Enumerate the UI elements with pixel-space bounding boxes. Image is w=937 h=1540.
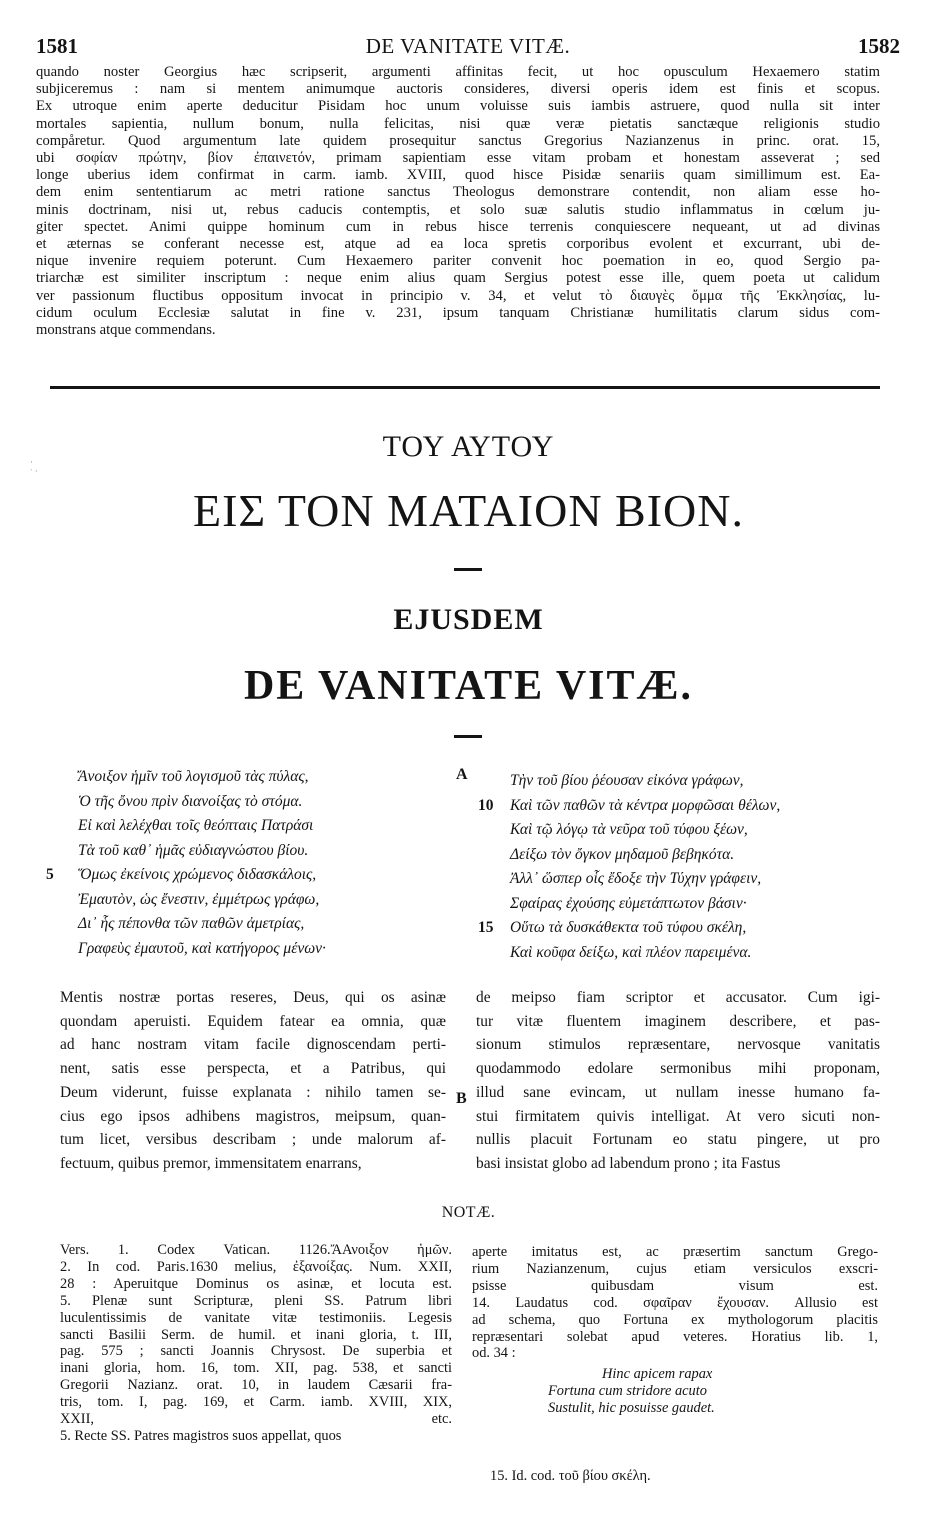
note-line: pag. 575 ; sancti Joannis Chrysost. De superbia et — [60, 1343, 452, 1360]
verse-text: Ἀλλ᾽ ὥσπερ οἷς ἔδοξε τὴν Τύχην γράφειν, — [510, 870, 762, 887]
section-divider — [50, 386, 880, 389]
right-page-number: 1582 — [858, 34, 900, 58]
latin-title: DE VANITATE VITÆ. — [243, 663, 694, 709]
latin-line: Mentis nostræ portas reseres, Deus, qui os asinæ — [60, 989, 446, 1006]
verse-text: Σφαίρας ἐχούσης εὐμετάπτωτον βάσιν· — [510, 894, 747, 912]
verse-text: Οὕτω τὰ δυσκάθεκτα τοῦ τύφου σκέλη, — [510, 919, 747, 936]
latin-translation-left — [60, 986, 446, 1176]
greek-verse — [48, 937, 428, 962]
verse-number: 5 — [46, 866, 54, 883]
intro-line: nique invenire requiem poterunt. Cum Hexaemero pariter convenit hoc poemation in eo, quod Sergio pa- — [36, 253, 880, 270]
latin-line: quodammodo edolare sermonibus mihi proponam, — [476, 1060, 880, 1078]
note-line: od. 34 : — [472, 1345, 516, 1362]
greek-verses-left — [48, 765, 428, 961]
verse-text: Εἰ καὶ λελέχθαι τοῖς θεόπταις Πατράσι — [78, 817, 314, 834]
greek-verse — [480, 941, 900, 966]
latin-line: sionum stimulos repræsentare, nervosque vanitatis — [476, 1036, 880, 1054]
latin-line: basi insistat globo ad labendum prono ; ita Fastus — [476, 1154, 781, 1172]
greek-verse — [48, 912, 428, 937]
running-title: DE VANITATE VITÆ. — [365, 34, 571, 58]
latin-line: illud sane evincam, ut nullam inesse humano fa- — [476, 1083, 880, 1101]
intro-line: giter spectet. Animi quippe hominum cum in rebus hisce terrenis conquiescere nequeant, ut ad divinas — [36, 218, 880, 235]
latin-line: nent, satis esse perspecta, et a Patribus, qui — [60, 1060, 446, 1078]
print-specks: · ˑ · — [30, 457, 38, 476]
title-dash — [454, 568, 482, 571]
latin-line: cius ego ipsos adhibens magistros, meipsum, quan- — [60, 1107, 446, 1125]
note-line: Vers. 1. Codex Vatican. 1126.ἌΑνοιξον ἡμῶν. — [60, 1242, 452, 1258]
quote-line: Hinc apicem rapax — [602, 1366, 713, 1382]
title-dash — [454, 735, 482, 738]
note-line: 14. Laudatus cod. σφαῖραν ἔχουσαν. Allusio est — [472, 1294, 878, 1311]
note-line: 2. In cod. Paris.1630 melius, ἐξανοίξας. Num. XXII, — [60, 1258, 452, 1275]
latin-subtitle: EJUSDEM — [393, 603, 544, 636]
greek-verse — [48, 888, 428, 913]
note-line: XXII, etc. — [60, 1411, 452, 1428]
verse-text: Ἐμαυτὸν, ὡς ἔνεστιν, ἐμμέτρως γράφω, — [78, 890, 320, 908]
latin-line: nullis placuit Fortunam eo statu pingere, ut pro — [476, 1131, 880, 1149]
note-line: 5. Recte SS. Patres magistros suos appellat, quos — [60, 1427, 342, 1444]
verse-text: Ἄνοιξον ἡμῖν τοῦ λογισμοῦ τὰς πύλας, — [78, 768, 309, 785]
quote-line: Fortuna cum stridore acuto — [548, 1383, 707, 1399]
note-line: 5. Plenæ sunt Scripturæ, pleni SS. Patrum libri — [60, 1292, 452, 1309]
verse-text: Δείξω τὸν ὄγκον μηδαμοῦ βεβηκότα. — [510, 845, 735, 863]
greek-verse — [48, 790, 428, 815]
verse-text: Ὁ τῆς ὄνου πρὶν διανοίξας τὸ στόμα. — [78, 792, 303, 810]
intro-line: subjiceremus : nam si mentem animumque auctoris consideres, diversi operis idem est finis et scopus. — [36, 81, 880, 98]
note-line: aperte imitatus est, ac præsertim sanctum Grego- — [472, 1244, 878, 1260]
verse-text: Δι᾽ ἧς πέπονθα τῶν παθῶν ἀμετρίας, — [78, 915, 305, 932]
intro-paragraph — [36, 64, 880, 339]
greek-verse — [480, 916, 900, 941]
latin-line: ad hanc nostram vitam facile dignoscendam perti- — [60, 1036, 446, 1054]
notes-heading: NOTÆ. — [441, 1204, 496, 1221]
note-line: psisse quibusdam visum est. — [472, 1277, 878, 1294]
greek-verse — [48, 863, 428, 888]
verse-text: Καὶ τῶν παθῶν τὰ κέντρα μορφῶσαι θέλων, — [510, 796, 781, 814]
intro-line: ver passionum fluctibus oppositum invocat in principio v. 34, et velut τὸ διαυγὲς ὄμμα τῆς Ἐκκλησίας, lu- — [36, 287, 880, 304]
margin-letter-b: B — [456, 1090, 467, 1107]
quote-line: Sustulit, hic posuisse gaudet. — [548, 1400, 715, 1416]
intro-line: Ex utroque enim aperte deducitur Pisidam hoc unum voluisse suis iambis astruere, quod nulla sit inter — [36, 98, 880, 115]
intro-line: mortales sapientia, nullum bonum, nulla felicitas, nisi quæ veræ pietatis sanctæque religionis studio — [36, 115, 880, 132]
latin-line: stui firmitatem quivis intelligat. At vero sicuti non- — [476, 1107, 880, 1125]
greek-verse — [480, 769, 900, 794]
intro-line: et æternas se conferant necesse est, atque ad ea loca spretis corporibus evolent et excurrant, ubi de- — [36, 236, 880, 253]
note-line: rium Nazianzenum, cujus etiam versiculos exscri- — [472, 1260, 878, 1277]
intro-line: monstrans atque commendans. — [36, 322, 216, 339]
greek-verse — [48, 839, 428, 864]
note-line: sancti Basilii Serm. de humil. et inani gloria, t. III, — [60, 1326, 452, 1343]
intro-line: ubi σοφίαν πρώτην, βίον ἐπαινετόν, primam sapientiam esse vitam probam et honestam asseverat ; sed — [36, 150, 880, 167]
horace-quote — [548, 1366, 715, 1417]
latin-line: quondam aperuisti. Equidem fatear ea omnia, quæ — [60, 1012, 446, 1030]
intro-line: minis doctrinam, nisi ut, rebus caducis contemptis, et solo suæ salutis studio inflammatus in cœlum ju- — [36, 201, 880, 218]
note-line: repræsentari solebat apud veteres. Horatius lib. 1, — [472, 1328, 878, 1345]
left-page-number: 1581 — [36, 34, 78, 58]
verse-number: 15 — [478, 919, 494, 936]
latin-line: Deum viderunt, fuisse explanata : nihilo tamen se- — [60, 1083, 446, 1101]
verse-text: Ὅμως ἐκείνοις χρώμενος διδασκάλοις, — [78, 866, 317, 883]
greek-title: ΕΙΣ ΤΟΝ ΜΑΤΑΙΟΝ ΒΙΟΝ. — [193, 485, 744, 536]
verse-text: Καὶ τῷ λόγῳ τὰ νεῦρα τοῦ τύφου ξέων, — [510, 821, 748, 838]
intro-line: longe uberius idem confirmat in carm. iamb. XVIII, quod hisce Pisidæ senariis quam simillimum est. Ea- — [36, 167, 880, 184]
note-line: luculentissimis de vanitate vitæ testimoniis. Legesis — [60, 1309, 452, 1326]
intro-line: cidum oculum Ecclesiæ salutat in fine v. 231, ipsum tanquam Christianæ humilitatis clarum sidus com- — [36, 304, 880, 321]
greek-verse — [480, 867, 900, 892]
greek-verse — [480, 794, 900, 819]
notes-right-column — [472, 1244, 878, 1362]
latin-line: de meipso fiam scriptor et accusator. Cum igi- — [476, 989, 880, 1006]
greek-verses-right — [480, 769, 900, 965]
greek-verse — [480, 892, 900, 917]
note-line: Gregorii Nazianz. orat. 10, in laudem Cæsarii fra- — [60, 1377, 452, 1394]
note-line: inani gloria, hom. 16, tom. XII, pag. 538, et sancti — [60, 1360, 452, 1377]
greek-verse — [480, 843, 900, 868]
verse-text: Τὴν τοῦ βίου ῥέουσαν εἰκόνα γράφων, — [510, 772, 744, 789]
note-line: ad schema, quo Fortuna ex mythologorum placitis — [472, 1311, 878, 1328]
greek-verse — [480, 818, 900, 843]
latin-line: tum licet, versibus describam ; unde malorum af- — [60, 1131, 446, 1149]
latin-line: fectuum, quibus premor, immensitatem enarrans, — [60, 1154, 362, 1172]
greek-subtitle: ΤΟΥ ΑΥΤΟΥ — [382, 430, 555, 463]
notes-left-column — [60, 1242, 452, 1445]
latin-translation-right — [476, 986, 880, 1176]
verse-text: Γραφεὺς ἐμαυτοῦ, καὶ κατήγορος μένων· — [78, 939, 326, 957]
intro-line: dem enim sententiarum ac metri ratione sanctus Theologus demonstrare contendit, non aliam esse ho- — [36, 184, 880, 201]
latin-line: tur vitæ fluentem imaginem describere, et pas- — [476, 1012, 880, 1030]
intro-line: triarchæ est similiter inscriptum : neque enim alius quam Sergius potest esse ille, quem poeta ut calidum — [36, 270, 880, 287]
verse-text: Καὶ κοῦφα δείξω, καὶ πλέον παρειμένα. — [510, 943, 752, 961]
note-15: 15. Id. cod. τοῦ βίου σκέλη. — [490, 1468, 651, 1484]
note-line: 28 : Aperuitque Dominus os asinæ, et locuta est. — [60, 1275, 452, 1292]
greek-verse — [48, 765, 428, 790]
intro-line: compåretur. Quod argumentum late quidem prosequitur sanctus Gregorius Nazianzenus in princ. orat. 15, — [36, 132, 880, 149]
greek-verse — [48, 814, 428, 839]
note-line: tris, tom. I, pag. 169, et Carm. iamb. XVIII, XIX, — [60, 1394, 452, 1411]
margin-letter-a: A — [456, 766, 468, 783]
verse-number: 10 — [478, 796, 494, 814]
intro-line: quando noster Georgius hæc scripserit, argumenti affinitas fecit, ut hoc opusculum Hexaemero statim — [36, 64, 880, 80]
page-header — [36, 34, 900, 64]
verse-text: Τὰ τοῦ καθ᾽ ἡμᾶς εὐδιαγνώστου βίου. — [78, 841, 309, 859]
